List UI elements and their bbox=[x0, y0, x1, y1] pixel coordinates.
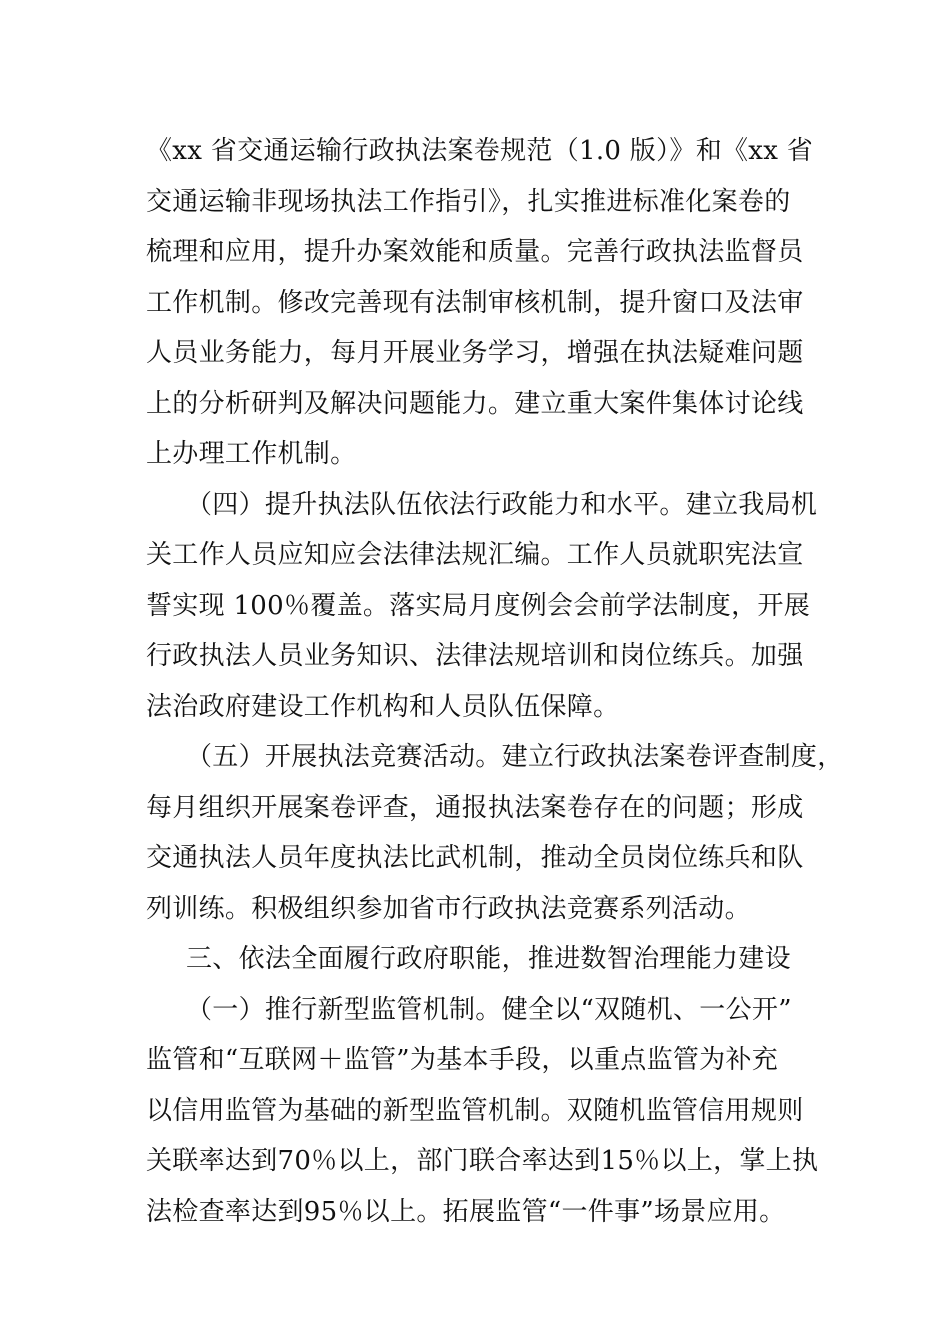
text-line: 以信用监管为基础的新型监管机制。双随机监管信用规则 bbox=[146, 1095, 804, 1126]
text-line: （一）推行新型监管机制。健全以“双随机、一公开” bbox=[186, 994, 792, 1025]
paragraph-section-1 bbox=[146, 985, 826, 1238]
text-line: 三、依法全面履行政府职能，推进数智治理能力建设 bbox=[186, 944, 791, 974]
text-line: 交通执法人员年度执法比武机制，推动全员岗位练兵和队 bbox=[146, 843, 804, 873]
text-line: （五）开展执法竞赛活动。建立行政执法案卷评查制度， bbox=[186, 742, 844, 772]
text-line: 上办理工作机制。 bbox=[146, 439, 357, 469]
text-line: 上的分析研判及解决问题能力。建立重大案件集体讨论线 bbox=[146, 388, 804, 419]
paragraph-section-5 bbox=[146, 732, 844, 934]
text-line: 法治政府建设工作机构和人员队伍保障。 bbox=[146, 691, 620, 722]
text-line: 每月组织开展案卷评查，通报执法案卷存在的问题；形成 bbox=[146, 792, 804, 823]
text-line: 人员业务能力，每月开展业务学习，增强在执法疑难问题 bbox=[146, 338, 804, 368]
paragraph-section-4 bbox=[146, 480, 826, 733]
text-line: 交通运输非现场执法工作指引》，扎实推进标准化案卷的 bbox=[146, 186, 791, 217]
text-line: 监管和“互联网＋监管”为基本手段，以重点监管为补充 bbox=[146, 1045, 779, 1075]
text-line: 关工作人员应知应会法律法规汇编。工作人员就职宪法宣 bbox=[146, 540, 804, 570]
paragraph-case-file-standards bbox=[146, 126, 826, 480]
text-line: 梳理和应用，提升办案效能和质量。完善行政执法监督员 bbox=[146, 237, 804, 267]
text-line: 行政执法人员业务知识、法律法规培训和岗位练兵。加强 bbox=[146, 641, 804, 671]
document-body bbox=[146, 126, 844, 1237]
text-line: 法检查率达到95％以上。拓展监管“一件事”场景应用。 bbox=[146, 1196, 786, 1227]
text-line: （四）提升执法队伍依法行政能力和水平。建立我局机 bbox=[186, 489, 818, 520]
text-line: 工作机制。修改完善现有法制审核机制，提升窗口及法审 bbox=[146, 287, 804, 318]
text-line: 关联率达到70％以上，部门联合率达到15％以上，掌上执 bbox=[146, 1146, 819, 1176]
text-line: 誓实现 100％覆盖。落实局月度例会会前学法制度，开展 bbox=[146, 590, 810, 621]
text-line: 列训练。积极组织参加省市行政执法竞赛系列活动。 bbox=[146, 893, 751, 924]
text-line: 《xx 省交通运输行政执法案卷规范（1.0 版）》和《xx 省 bbox=[146, 136, 814, 166]
section-heading-3 bbox=[146, 934, 826, 985]
